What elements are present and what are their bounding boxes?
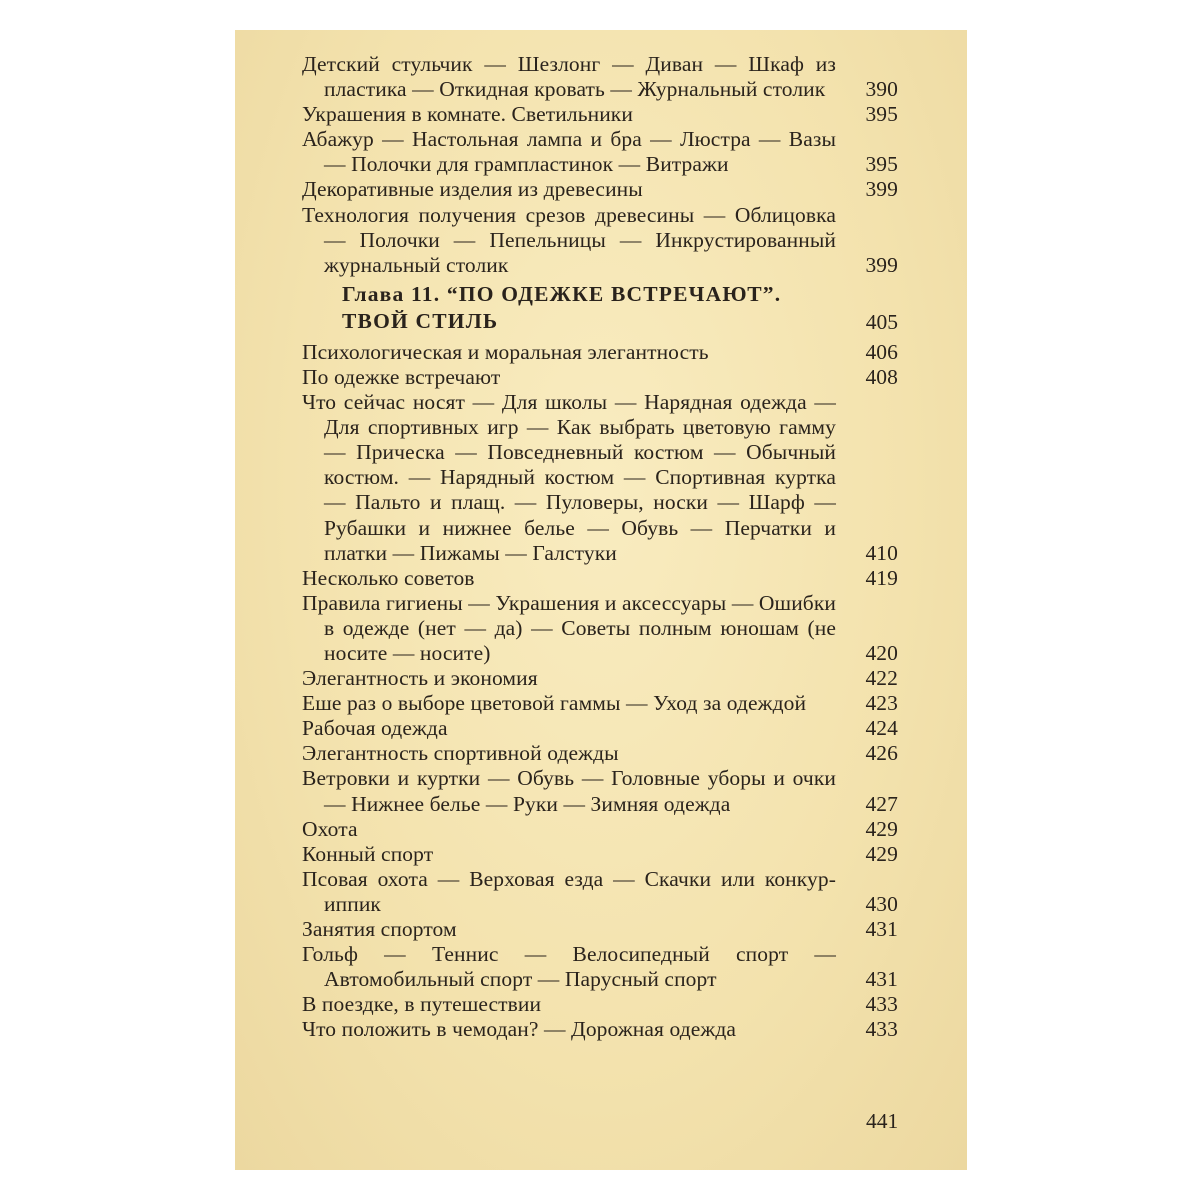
- toc-entry-17: [302, 817, 898, 842]
- toc-entry-text: Несколько советов: [302, 565, 475, 590]
- toc-entry-7: [302, 340, 898, 365]
- toc-entry-page: 429: [865, 816, 898, 841]
- toc-entry-13: [302, 691, 898, 716]
- toc-entry-page: 399: [865, 252, 898, 277]
- chapter-title: Глава 11. “ПО ОДЕЖКЕ ВСТРЕЧАЮТ”. ТВОЙ СТИЛЬ: [342, 281, 782, 333]
- toc-entry-page: 431: [865, 967, 898, 992]
- toc-entry-11: [302, 591, 898, 666]
- toc-entry-text: Элегантность и экономия: [302, 666, 538, 691]
- chapter-page: 405: [865, 309, 898, 334]
- toc-entry-page: 395: [865, 152, 898, 177]
- toc-entry-text: Еше раз о выборе цветовой гаммы — Уход за одеждой: [302, 691, 807, 716]
- toc-entry-text: Абажур — Настольная лампа и бра — Люстра — Вазы — Полочки для грампластинок — Витражи: [302, 127, 836, 177]
- toc-entry-text: Технология получения срезов древесины — Облицовка — Полочки — Пепельницы — Инкрустированный журнальный столик: [302, 202, 836, 277]
- toc-entry-8: [302, 365, 898, 390]
- toc-entry-text: Декоративные изделия из древесины: [302, 177, 643, 202]
- toc-entry-page: 395: [865, 102, 898, 127]
- toc-entry-text: Рабочая одежда: [302, 716, 448, 741]
- toc-entry-4: [302, 177, 898, 202]
- toc-entry-text: Что положить в чемодан? — Дорожная одежда: [302, 1017, 737, 1042]
- toc-entry-15: [302, 741, 898, 766]
- toc-entry-page: 390: [865, 77, 898, 102]
- toc-entry-page: 410: [865, 540, 898, 565]
- page-number: 441: [866, 1109, 899, 1133]
- toc-entry-1: [302, 52, 898, 102]
- toc-entry-20: [302, 917, 898, 942]
- toc-entry-text: Псовая охота — Верховая езда — Скачки или конкур-иппик: [302, 866, 836, 916]
- toc-entry-text: Конный спорт: [302, 841, 434, 866]
- toc-entry-12: [302, 666, 898, 691]
- toc-entry-text: По одежке встречают: [302, 364, 501, 389]
- toc-entry-10: [302, 566, 898, 591]
- toc-entry-2: [302, 102, 898, 127]
- toc-entry-text: Элегантность спортивной одежды: [302, 741, 619, 766]
- toc-entry-3: [302, 127, 898, 177]
- toc-entry-page: 399: [865, 177, 898, 202]
- table-of-contents: [302, 52, 898, 1042]
- toc-entry-page: 420: [865, 640, 898, 665]
- toc-entry-page: 424: [865, 716, 898, 741]
- toc-entry-22: [302, 992, 898, 1017]
- toc-entry-18: [302, 842, 898, 867]
- toc-entry-text: Ветровки и куртки — Обувь — Головные уборы и очки — Нижнее белье — Руки — Зимняя одежда: [302, 766, 836, 816]
- toc-entry-text: Охота: [302, 816, 358, 841]
- toc-entry-page: 427: [865, 791, 898, 816]
- toc-entry-page: 423: [865, 691, 898, 716]
- toc-entry-14: [302, 716, 898, 741]
- toc-entry-page: 431: [865, 917, 898, 941]
- toc-entry-page: 430: [865, 891, 898, 916]
- toc-entry-page: 419: [865, 565, 898, 590]
- toc-entry-page: 429: [865, 841, 898, 866]
- toc-entry-text: Что сейчас носят — Для школы — Нарядная одежда — Для спортивных игр — Как выбрать цветовую гамму — Прическа — Повседневный костюм — Обычный костюм. — Нарядный костюм — Спортивная куртка — Пальто и плащ. — Пуловеры, носки — Шарф — Рубашки и нижнее белье — Обувь — Перчатки и платки — Пижамы — Галстуки: [302, 390, 836, 565]
- toc-entry-19: [302, 867, 898, 917]
- toc-entry-21: [302, 942, 898, 992]
- toc-entry-page: 433: [865, 992, 898, 1017]
- toc-entry-text: Правила гигиены — Украшения и аксессуары — Ошибки в одежде (нет — да) — Советы полным юношам (не носите — носите): [302, 590, 836, 665]
- toc-entry-5: [302, 203, 898, 278]
- toc-entry-page: 422: [865, 666, 898, 691]
- toc-entry-text: Украшения в комнате. Светильники: [302, 102, 633, 127]
- toc-entry-text: Занятия спортом: [302, 917, 457, 941]
- toc-entry-page: 426: [865, 741, 898, 766]
- toc-entry-page: 406: [865, 339, 898, 364]
- toc-entry-9: [302, 390, 898, 566]
- toc-entry-16: [302, 766, 898, 816]
- toc-entry-23: [302, 1017, 898, 1042]
- toc-entry-text: В поездке, в путешествии: [302, 992, 542, 1017]
- toc-entry-text: Гольф — Теннис — Велосипедный спорт — Автомобильный спорт — Парусный спорт: [302, 942, 836, 992]
- toc-entry-text: Детский стульчик — Шезлонг — Диван — Шкаф из пластика — Откидная кровать — Журнальный столик: [302, 52, 836, 102]
- toc-entry-text: Психологическая и моральная элегантность: [302, 339, 709, 364]
- chapter-heading: [302, 281, 898, 335]
- toc-entry-page: 433: [865, 1017, 898, 1042]
- toc-entry-page: 408: [865, 364, 898, 389]
